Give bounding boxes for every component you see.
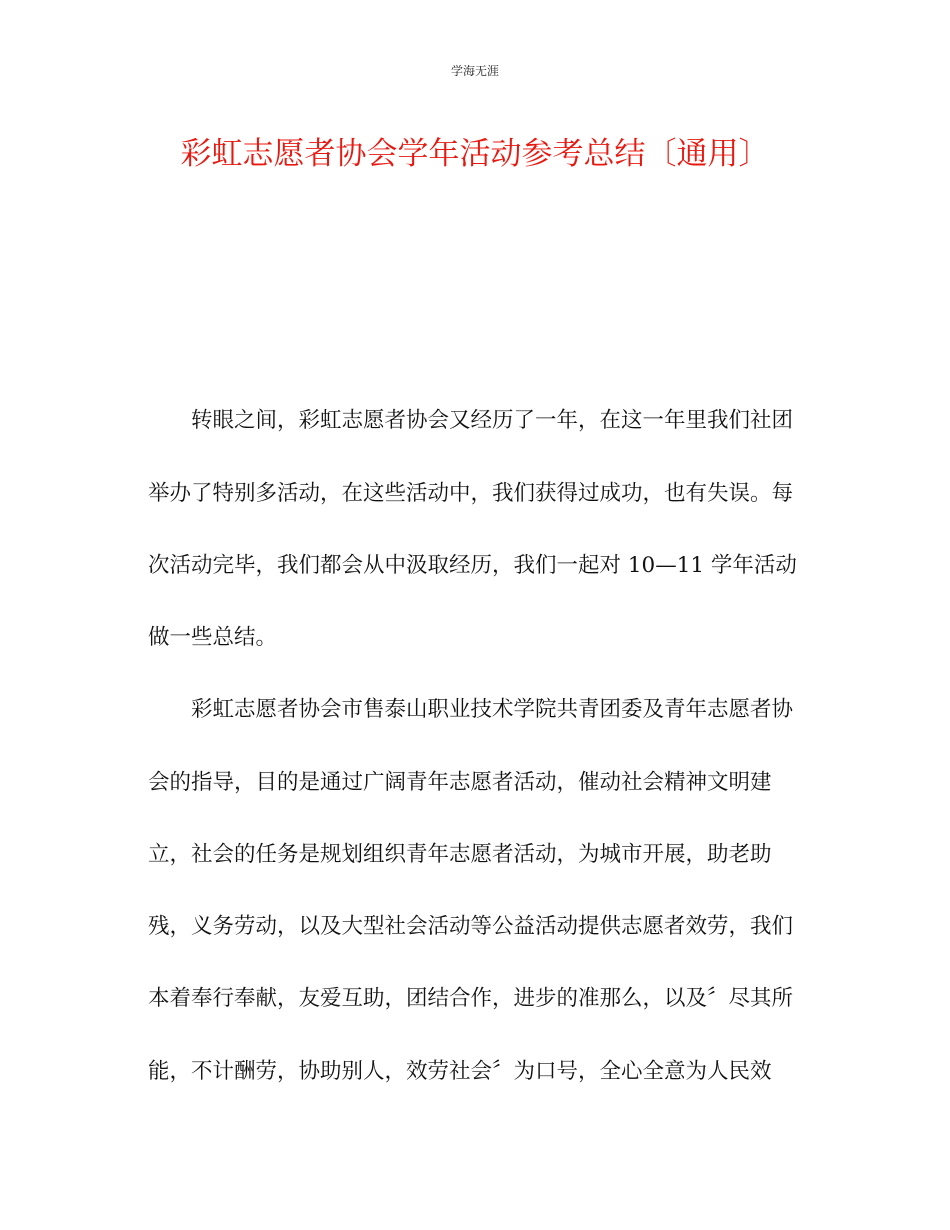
paragraph-1-line-2: 举办了特别多活动，在这些活动中，我们获得过成功，也有失误。每 bbox=[148, 481, 794, 506]
paragraph-2-line-5: 本着奉行奉献，友爱互助，团结合作，进步的准那么，以及〞尽其所 bbox=[148, 986, 794, 1011]
paragraph-1-line-4: 做一些总结。 bbox=[148, 625, 278, 650]
paragraph-2-line-1: 彩虹志愿者协会市售泰山职业技术学院共青团委及青年志愿者协 bbox=[191, 697, 794, 722]
paragraph-2-line-3: 立，社会的任务是规划组织青年志愿者活动，为城市开展，助老助 bbox=[148, 842, 772, 867]
paragraph-2-line-6: 能，不计酬劳，协助别人，效劳社会〞为口号，全心全意为人民效 bbox=[148, 1059, 772, 1084]
paragraph-1-line-3: 次活动完毕，我们都会从中汲取经历，我们一起对 10—11 学年活动 bbox=[148, 553, 797, 578]
paragraph-2-line-4: 残，义务劳动，以及大型社会活动等公益活动提供志愿者效劳，我们 bbox=[148, 914, 794, 939]
paragraph-1-line-1: 转眼之间，彩虹志愿者协会又经历了一年，在这一年里我们社团 bbox=[191, 408, 794, 433]
paragraph-2-line-2: 会的指导，目的是通过广阔青年志愿者活动，催动社会精神文明建 bbox=[148, 770, 772, 795]
page-header: 学海无涯 bbox=[450, 64, 499, 78]
document-title: 彩虹志愿者协会学年活动参考总结〔通用〕 bbox=[180, 136, 770, 172]
